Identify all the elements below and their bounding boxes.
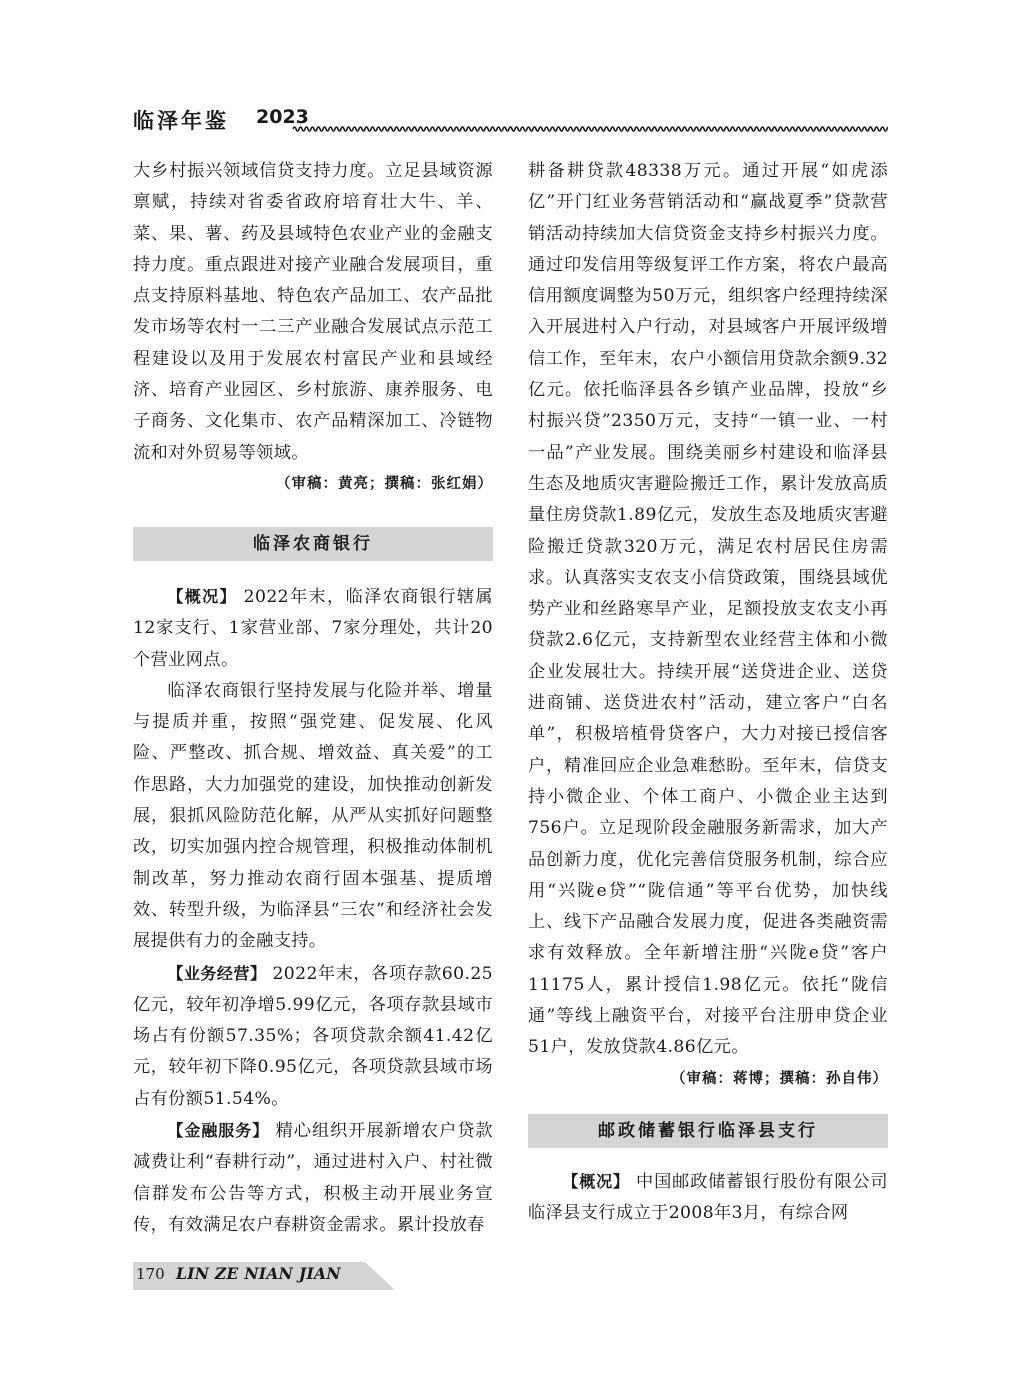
left-column: [133, 156, 493, 1241]
overview-paragraph: 【概况】 中国邮政储蓄银行股份有限公司临泽县支行成立于2008年3月，有综合网: [528, 1171, 888, 1223]
right-column: [528, 156, 888, 1229]
yearbook-year: 2023: [256, 106, 309, 128]
credit-line: （审稿：黄亮；撰稿：张红娟）: [276, 475, 493, 492]
footer-running-title: LIN ZE NIAN JIAN: [176, 1264, 341, 1283]
business-label: 【业务经营】: [167, 963, 267, 983]
finance-paragraph: 【金融服务】 精心组织开展新增农户贷款减费让利“春耕行动”，通过进村入户、村社微信群发布公告等方式，积极主动开展业务宣传，有效满足农户春耕资金需求。累计投放春: [133, 1121, 493, 1235]
overview-label: 【概况】: [562, 1171, 630, 1191]
finance-label: 【金融服务】: [167, 1121, 270, 1141]
overview-label: 【概况】: [167, 586, 237, 606]
intro-paragraph: 大乡村振兴领域信贷支持力度。立足县域资源禀赋，持续对省委省政府培育壮大牛、羊、菜、果、薯、药及县域特色农业产业的金融支持力度。重点跟进对接产业融合发展项目，重点支持原料基地、特色农产品加工、农产品批发市场等农村一二三产业融合发展试点示范工程建设以及用于发展农村富民产业和县域经济、培育产业园区、乡村旅游、康养服务、电子商务、文化集市、农产品精深加工、冷链物流和对外贸易等领域。: [133, 161, 493, 463]
overview-paragraph: 【概况】 2022年末，临泽农商银行辖属12家支行、1家营业部、7家分理处，共计20个营业网点。: [133, 586, 493, 670]
business-paragraph: 【业务经营】 2022年末，各项存款60.25亿元，较年初净增5.99亿元，各项存款县域市场占有份额57.35%；各项贷款余额41.42亿元，较年初下降0.95亿元，各项贷款县域市场占有份额51.54%。: [133, 963, 493, 1109]
page-number: 170: [136, 1265, 165, 1283]
section-heading: 临泽农商银行: [133, 527, 493, 561]
strategy-paragraph: 临泽农商银行坚持发展与化险并举、增量与提质并重，按照“强党建、促发展、化风险、严整改、抓合规、增效益、真关爱”的工作思路，大力加强党的建设，加快推动创新发展，狠抓风险防范化解，从严从实抓好问题整改，切实加强内控合规管理，积极推动体制机制改革，努力推动农商行固本强基、提质增效、转型升级，为临泽县“三农”和经济社会发展提供有力的金融支持。: [133, 680, 493, 952]
header-wave-rule: [133, 124, 888, 134]
section-heading: 邮政储蓄银行临泽县支行: [528, 1114, 888, 1148]
continued-paragraph: 耕备耕贷款48338万元。通过开展“如虎添亿”开门红业务营销活动和“赢战夏季”贷款营销活动持续加大信贷资金支持乡村振兴力度。通过印发信用等级复评工作方案，将农户最高信用额度调整为50万元，组织客户经理持续深入开展进村入户行动，对县域客户开展评级增信工作，至年末，农户小额信用贷款余额9.32亿元。依托临泽县各乡镇产业品牌，投放“乡村振兴贷”2350万元，支持“一镇一业、一村一品”产业发展。围绕美丽乡村建设和临泽县生态及地质灾害避险搬迁工作，累计发放高质量住房贷款1.89亿元，发放生态及地质灾害避险搬迁贷款320万元，满足农村居民住房需求。认真落实支农支小信贷政策，围绕县域优势产业和丝路寒旱产业，足额投放支农支小再贷款2.6亿元，支持新型农业经营主体和小微企业发展壮大。持续开展“送贷进企业、送贷进商铺、送贷进农村”活动，建立客户“白名单”，积极培植骨贷客户，大力对接已授信客户，精准回应企业急难愁盼。至年末，信贷支持小微企业、个体工商户、小微企业主达到756户。立足现阶段金融服务新需求，加大产品创新力度，优化完善信贷服务机制，综合应用“兴陇e贷”“陇信通”等平台优势，加快线上、线下产品融合发展力度，促进各类融资需求有效释放。全年新增注册“兴陇e贷”客户11175人，累计授信1.98亿元。依托“陇信通”等线上融资平台，对接平台注册申贷企业51户，发放贷款4.86亿元。: [528, 161, 888, 1058]
yearbook-title: 临泽年鉴: [133, 109, 229, 133]
credit-line: （审稿：蒋博；撰稿：孙自伟）: [671, 1070, 888, 1087]
